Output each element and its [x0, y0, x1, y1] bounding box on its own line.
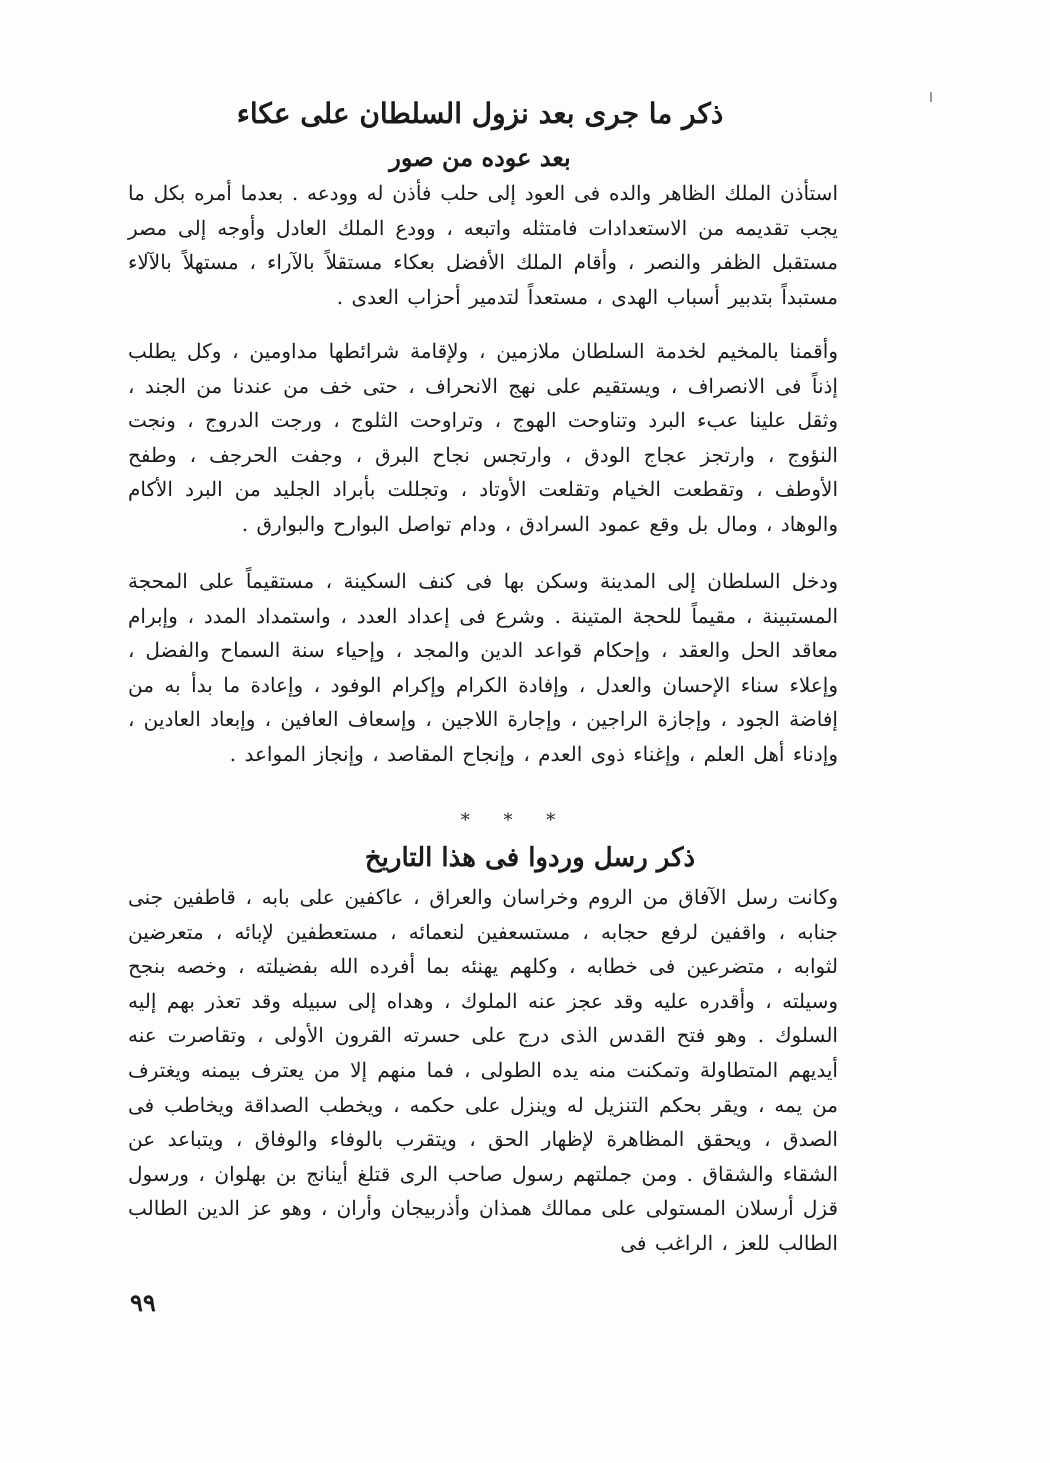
page-number: ٩٩ — [130, 1288, 156, 1317]
section2-paragraph1: وكانت رسل الآفاق من الروم وخراسان والعراق ، عاكفين على بابه ، قاطفين جنى جنابه ، واقفين لرفع حجابه ، مستسعفين لنعمائه ، مستعطفين لإبائه ، متعرضين لثوابه ، متضرعين فى خطابه ، وكلهم يهنئه بما أفرده الله بفضيلته ، وخصه بنجح وسيلته ، وأقدره عليه وقد عجز عنه الملوك ، وهداه إلى سبيله وقد تعذر بهم إليه السلوك . وهو فتح القدس الذى درج على حسرته القرون الأولى ، وتقاصرت عنه أيديهم المتطاولة وتمكنت منه يده الطولى ، فما منهم إلا من يعترف بيمنه ويغترف من يمه ، ويقر بحكم التنزيل له وينزل على حكمه ، ويخطب الصداقة ويخاطب فى الصدق ، ويحقق المظاهرة لإظهار الحق ، ويتقرب بالوفاء والوفاق ، ويتباعد عن الشقاء والشقاق . ومن جملتهم رسول صاحب الرى قتلغ أينانج بن بهلوان ، ورسول قزل أرسلان المستولى على ممالك همذان وأذربيجان وأران ، وهو عز الدين الطالب الطالب للعز ، الراغب فى — [128, 885, 839, 1255]
section1-paragraph1: استأذن الملك الظاهر والده فى العود إلى حلب فأذن له وودعه . بعدما أمره بكل ما يجب تقديمه من الاستعدادات فامتثله واتبعه ، وودع الملك العادل وأوجه إلى مصر مستقبل الظفر والنصر ، وأقام الملك الأفضل بعكاء مستقلاً بالآراء ، مستهلاً بالآلاء مستبداً بتدبير أسباب الهدى ، مستعداً لتدمير أحزاب العدى . — [128, 181, 838, 309]
section2-heading: ذكر رسل وردوا فى هذا التاريخ — [364, 843, 696, 873]
section2-paragraph1-block — [128, 880, 838, 1261]
section1-paragraph3-block — [128, 564, 838, 772]
section1-paragraph2: وأقمنا بالمخيم لخدمة السلطان ملازمين ، ولإقامة شرائطها مداومين ، وكل يطلب إذناً فى الانصراف ، ويستقيم على نهج الانحراف ، حتى خف من عندنا من الجند ، وثقل علينا عبء البرد وتناوحت الهوج ، وتراوحت الثلوج ، ورجت الدروج ، ونجت النؤوج ، وارتجز عجاج الودق ، وارتجس نجاح البرق ، وجفت الحرجف ، وطفح الأوطف ، وتقطعت الخيام وتقلعت الأوتاد ، وتجللت بأبراد الجليد من البرد الأكام والوهاد ، ومال بل وقع عمود السرادق ، ودام تواصل البوارح والبوارق . — [128, 339, 838, 536]
chapter-subheading: بعد عوده من صور — [389, 143, 571, 172]
section1-paragraph2-block — [128, 334, 838, 542]
section1-paragraph1-block — [128, 176, 838, 314]
section1-paragraph3: ودخل السلطان إلى المدينة وسكن بها فى كنف السكينة ، مستقيماً على المحجة المستبينة ، مقيماً للحجة المتينة . وشرع فى إعداد العدد ، واستمداد المدد ، وإبرام معاقد الحل والعقد ، وإحكام قواعد الدين والمجد ، وإحياء سنة السماح والفضل ، وإعلاء سناء الإحسان والعدل ، وإفادة الكرام وإكرام الوفود ، وإعادة ما بدأ به من إفاضة الجود ، وإجازة الراجين ، وإجارة اللاجين ، وإسعاف العافين ، وإبعاد العادين ، وإدناء أهل العلم ، وإغناء ذوى العدم ، وإنجاح المقاصد ، وإنجاز المواعد . — [128, 569, 838, 766]
section-separator: * * * — [460, 810, 570, 831]
scan-speck — [930, 92, 932, 102]
chapter-heading: ذكر ما جرى بعد نزول السلطان على عكاء — [236, 97, 724, 130]
